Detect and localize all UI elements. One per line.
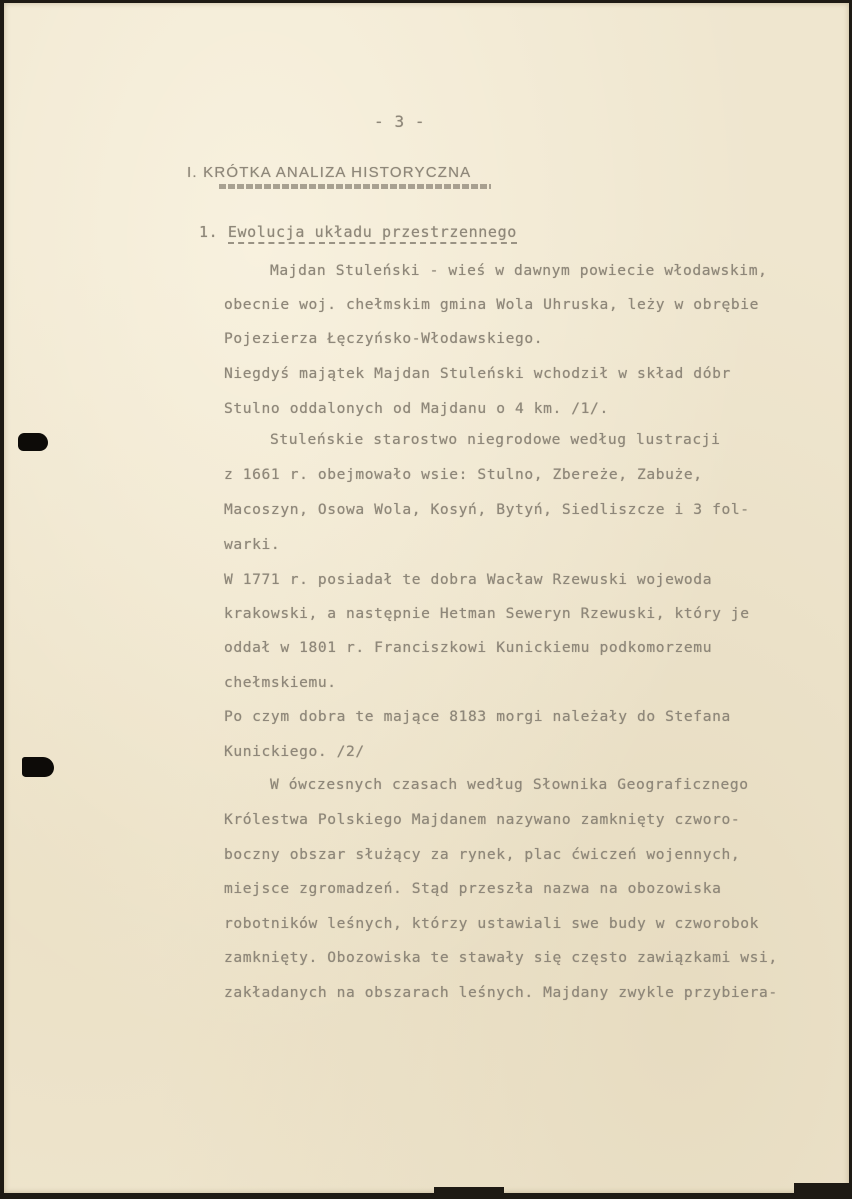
text-line: miejsce zgromadzeń. Stąd przeszła nazwa na obozowiska bbox=[224, 880, 722, 897]
text-line: warki. bbox=[224, 536, 281, 553]
chapter-heading bbox=[187, 165, 471, 180]
section-heading bbox=[199, 225, 517, 240]
text-line: Stuleńskie starostwo niegrodowe według lustracji bbox=[270, 431, 721, 448]
text-line: Stulno oddalonych od Majdanu o 4 km. /1/. bbox=[224, 400, 609, 417]
text-line: obecnie woj. chełmskim gmina Wola Uhruska, leży w obrębie bbox=[224, 296, 760, 313]
chapter-underline-rule bbox=[219, 184, 491, 189]
text-line: robotników leśnych, którzy ustawiali swe budy w czworobok bbox=[224, 915, 760, 932]
text-line: z 1661 r. obejmowało wsie: Stulno, Zbereże, Zabuże, bbox=[224, 466, 703, 483]
text-line: W 1771 r. posiadał te dobra Wacław Rzewuski wojewoda bbox=[224, 571, 713, 588]
text-line: Macoszyn, Osowa Wola, Kosyń, Bytyń, Siedliszcze i 3 fol- bbox=[224, 501, 750, 518]
section-title: Ewolucja układu przestrzennego bbox=[228, 223, 517, 244]
text-line: chełmskiemu. bbox=[224, 674, 337, 691]
text-line: Po czym dobra te mające 8183 morgi należały do Stefana bbox=[224, 708, 731, 725]
text-line: zamknięty. Obozowiska te stawały się często zawiązkami wsi, bbox=[224, 949, 778, 966]
text-line: Kunickiego. /2/ bbox=[224, 743, 365, 760]
text-line: boczny obszar służący za rynek, plac ćwiczeń wojennych, bbox=[224, 846, 741, 863]
text-line: krakowski, a następnie Hetman Seweryn Rzewuski, który je bbox=[224, 605, 750, 622]
text-line: oddał w 1801 r. Franciszkowi Kunickiemu podkomorzemu bbox=[224, 639, 713, 656]
text-line: Majdan Stuleński - wieś w dawnym powiecie włodawskim, bbox=[270, 262, 768, 279]
text-line: Niegdyś majątek Majdan Stuleński wchodził w skład dóbr bbox=[224, 365, 731, 382]
punch-hole bbox=[22, 757, 54, 777]
torn-edge bbox=[434, 1187, 504, 1193]
section-number: 1. bbox=[199, 223, 219, 241]
text-line: zakładanych na obszarach leśnych. Majdany zwykle przybiera- bbox=[224, 984, 778, 1001]
chapter-title: KRÓTKA ANALIZA HISTORYCZNA bbox=[203, 164, 472, 181]
typewritten-page bbox=[4, 3, 849, 1193]
page-number: - 3 - bbox=[374, 112, 426, 131]
punch-hole bbox=[18, 433, 48, 451]
text-line: W ówczesnych czasach według Słownika Geograficznego bbox=[270, 776, 749, 793]
chapter-number: I. bbox=[187, 164, 198, 181]
text-line: Pojezierza Łęczyńsko-Włodawskiego. bbox=[224, 330, 544, 347]
torn-edge bbox=[794, 1183, 849, 1193]
text-line: Królestwa Polskiego Majdanem nazywano zamknięty czworo- bbox=[224, 811, 741, 828]
